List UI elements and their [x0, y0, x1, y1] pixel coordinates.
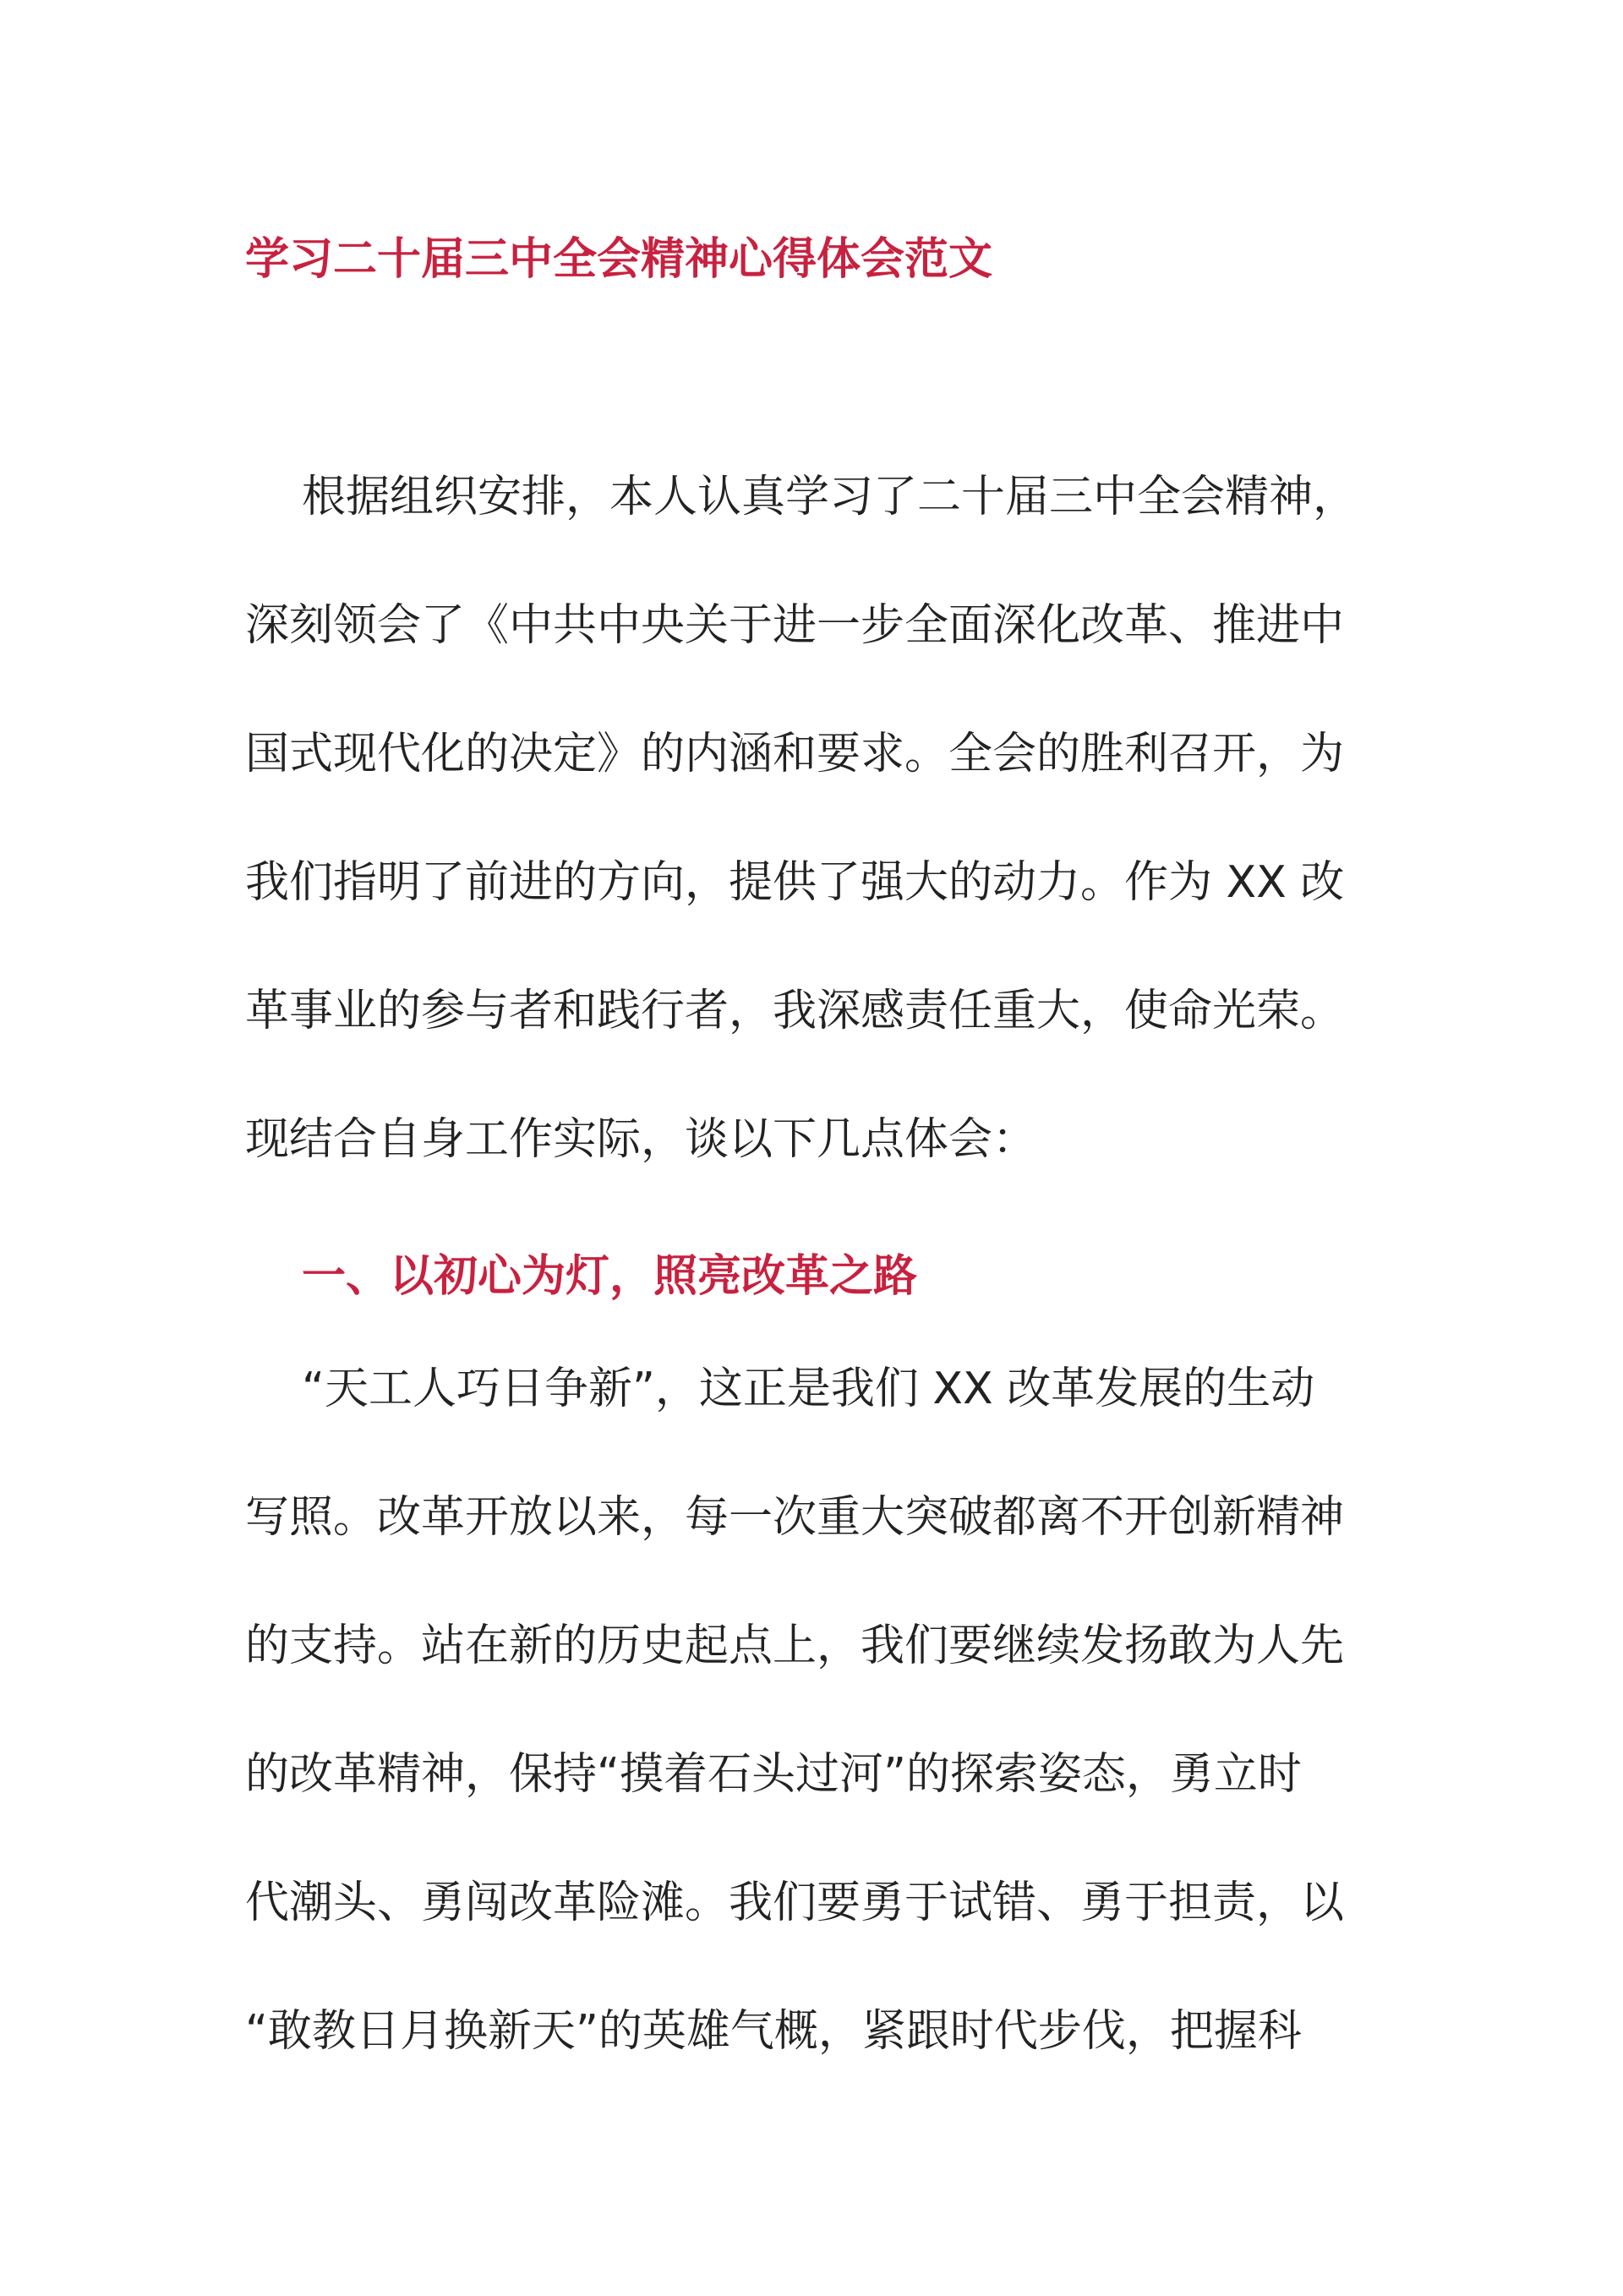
text-line: 我们指明了前进的方向，提供了强大的动力。作为 XX 改 — [245, 857, 1345, 908]
document-title: 学习二十届三中全会精神心得体会范文 — [245, 234, 993, 285]
text-line: “敢教日月换新天”的英雄气概，紧跟时代步伐，把握科 — [245, 2006, 1302, 2057]
paragraph-intro — [245, 433, 1378, 1204]
text-line: 国式现代化的决定》的内涵和要求。全会的胜利召开，为 — [245, 729, 1345, 779]
text-line: 根据组织安排，本人认真学习了二十届三中全会精神， — [302, 472, 1358, 522]
text-line: 现结合自身工作实际，谈以下几点体会： — [245, 1114, 1037, 1165]
text-line: “天工人巧日争新”，这正是我们 XX 改革发展的生动 — [302, 1364, 1315, 1414]
text-line: 革事业的参与者和践行者，我深感责任重大，使命光荣。 — [245, 986, 1345, 1036]
paragraph-section1 — [245, 1325, 1378, 2096]
text-line: 的支持。站在新的历史起点上，我们要继续发扬敢为人先 — [245, 1621, 1345, 1671]
text-line: 代潮头、勇闯改革险滩。我们要勇于试错、勇于担责，以 — [245, 1878, 1345, 1928]
text-line: 写照。改革开放以来，每一次重大突破都离不开创新精神 — [245, 1492, 1345, 1543]
text-line: 的改革精神，保持“摸着石头过河”的探索姿态，勇立时 — [245, 1749, 1302, 1800]
section-heading: 一、以初心为灯，照亮改革之路 — [302, 1251, 918, 1302]
text-line: 深刻领会了《中共中央关于进一步全面深化改革、推进中 — [245, 600, 1345, 651]
